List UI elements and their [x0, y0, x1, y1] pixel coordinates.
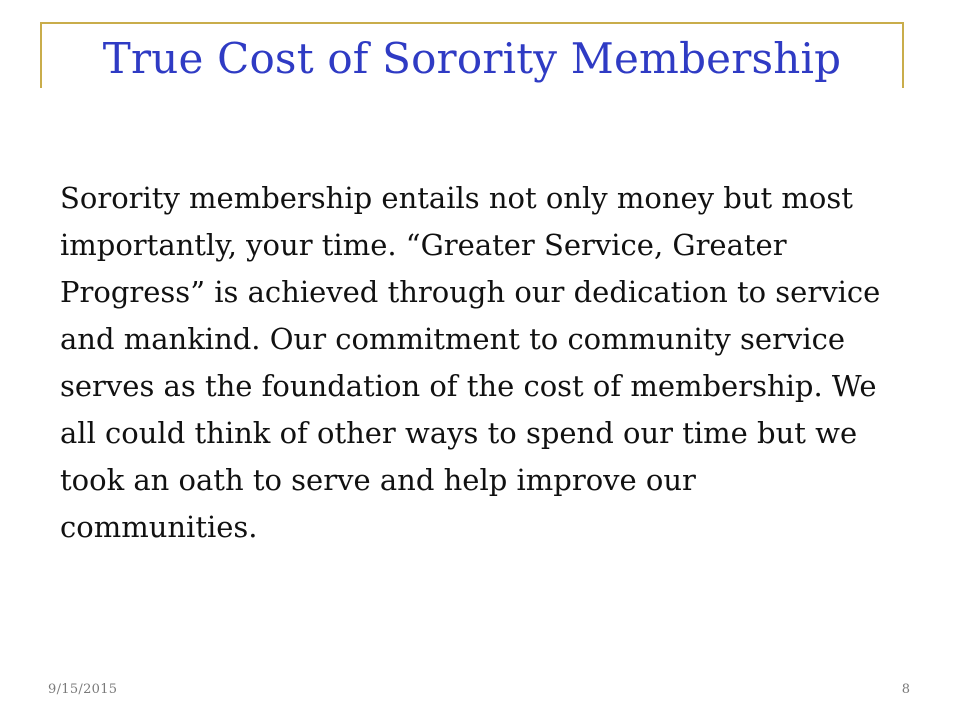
footer-date: 9/15/2015 — [48, 682, 118, 697]
title-frame-top-line — [40, 22, 904, 24]
page-number: 8 — [901, 682, 910, 697]
slide-body-text: Sorority membership entails not only money but most importantly, your time. “Greater Service, Greater Progress” is achieved through our dedication to service and mankind. Our commitment to community service serves as the foundation of the cost of membership. We all could think of other ways to spend our time but we took an oath to serve and help improve our communities. — [60, 181, 881, 544]
slide-title: True Cost of Sorority Membership — [102, 34, 842, 83]
